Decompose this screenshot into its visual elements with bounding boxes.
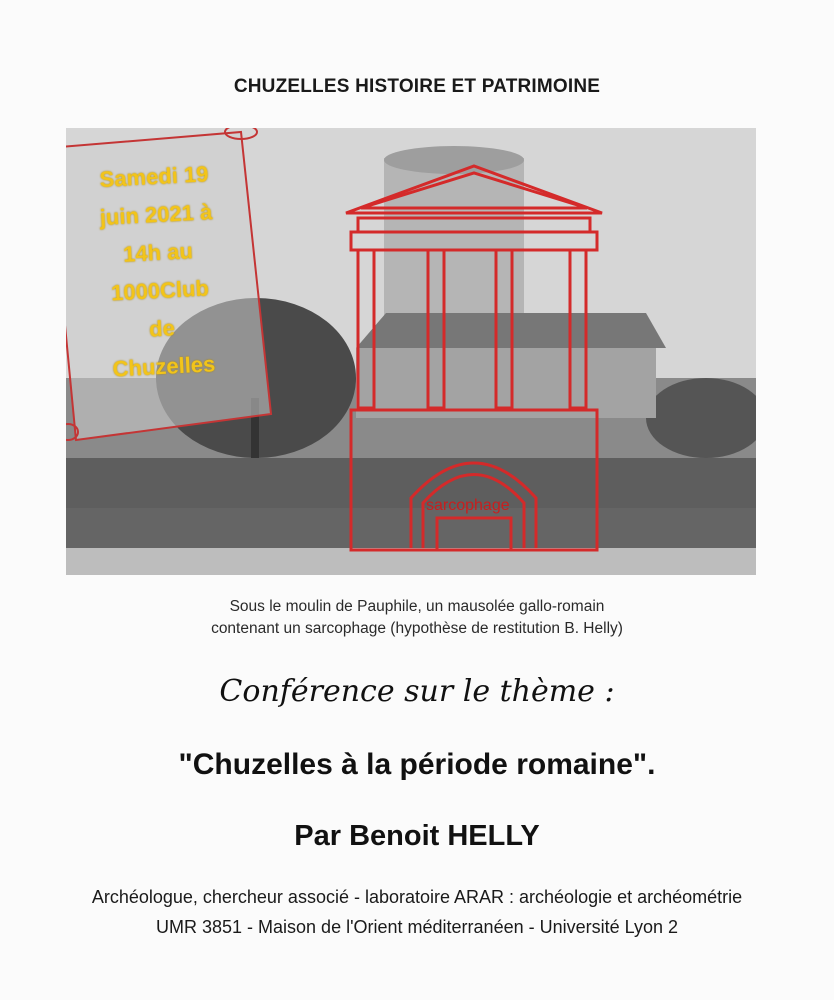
mausoleum-photo bbox=[66, 128, 756, 575]
sarcophagus-label: sarcophage bbox=[426, 497, 510, 514]
scroll-line: juin 2021 à bbox=[99, 199, 213, 231]
conference-title: "Chuzelles à la période romaine". bbox=[178, 748, 656, 781]
scroll-line: Samedi 19 bbox=[99, 161, 210, 192]
scroll-line: 1000Club bbox=[110, 275, 210, 306]
affiliation-line-1: Archéologue, chercheur associé - laboratoire ARAR : archéologie et archéométrie bbox=[91, 887, 743, 907]
conference-theme-heading: Conférence sur le thème : bbox=[219, 674, 615, 709]
affiliation-line-2: UMR 3851 - Maison de l'Orient méditerranéen - Université Lyon 2 bbox=[156, 917, 678, 937]
scroll-line: de bbox=[148, 315, 176, 342]
event-date-text bbox=[66, 153, 270, 392]
speaker-affiliation bbox=[0, 882, 834, 942]
scroll-line: Chuzelles bbox=[112, 351, 216, 382]
caption-line-1: Sous le moulin de Pauphile, un mausolée gallo-romain bbox=[229, 598, 605, 615]
speaker-name: Par Benoit HELLY bbox=[294, 820, 540, 852]
caption-line-2: contenant un sarcophage (hypothèse de restitution B. Helly) bbox=[211, 620, 623, 637]
organization-title: CHUZELLES HISTOIRE ET PATRIMOINE bbox=[233, 76, 601, 97]
scroll-line: 14h au bbox=[122, 238, 194, 267]
photo-caption bbox=[0, 596, 834, 640]
